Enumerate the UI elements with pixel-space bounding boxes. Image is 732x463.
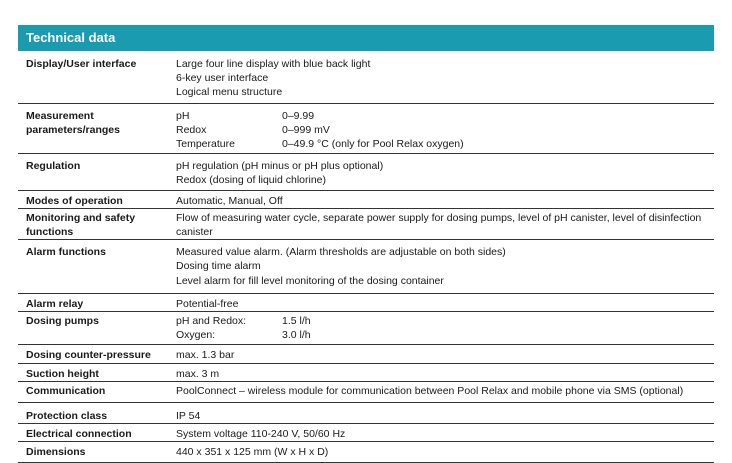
table-row <box>18 208 714 239</box>
pair-value: 1.5 l/h <box>282 315 311 328</box>
value-line: Dosing time alarm <box>176 260 261 273</box>
row-label: Dosing pumps <box>18 312 172 345</box>
row-value <box>172 154 714 190</box>
table-row <box>18 293 714 311</box>
value-line: IP 54 <box>176 410 201 423</box>
table-row <box>18 345 714 363</box>
row-value <box>172 240 714 294</box>
row-value <box>172 190 714 208</box>
row-label: Communication <box>18 381 172 402</box>
value-line: Potential-free <box>176 297 239 310</box>
table-row <box>18 363 714 381</box>
pair-value: 3.0 l/h <box>282 329 311 342</box>
pair-value: 0–9.99 <box>282 109 315 122</box>
table-row <box>18 190 714 208</box>
value-line: Logical menu structure <box>176 86 283 99</box>
row-value <box>172 363 714 381</box>
value-line: Level alarm for fill level monitoring of the dosing container <box>176 274 444 287</box>
row-value <box>172 51 714 103</box>
row-value <box>172 312 714 345</box>
row-label: Dimensions <box>18 442 172 462</box>
value-line: Large four line display with blue back light <box>176 58 371 70</box>
row-value <box>172 103 714 154</box>
row-value <box>172 381 714 402</box>
value-line: 440 x 351 x 125 mm (W x H x D) <box>176 446 329 459</box>
row-value <box>172 293 714 311</box>
value-line: Measured value alarm. (Alarm thresholds are adjustable on both sides) <box>176 246 506 259</box>
row-label: Monitoring and safety functions <box>18 208 172 239</box>
pair-value: 0–49.9 °C (only for Pool Relax oxygen) <box>282 138 464 151</box>
row-label: Dosing counter-pressure <box>18 345 172 363</box>
value-pair <box>176 109 714 123</box>
row-label: Electrical connection <box>18 424 172 442</box>
value-text: Flow of measuring water cycle, separate power supply for dosing pumps, level of pH canister, level of disinfection canister <box>176 211 702 239</box>
table-row <box>18 381 714 402</box>
table-row <box>18 103 714 154</box>
value-pair <box>176 137 714 151</box>
value-pair <box>176 328 714 342</box>
row-value <box>172 345 714 363</box>
row-value <box>172 442 714 462</box>
row-label: Alarm functions <box>18 240 172 294</box>
row-label: Protection class <box>18 403 172 424</box>
pair-key: Redox <box>176 123 207 136</box>
technical-data-sheet <box>18 25 714 463</box>
value-text: PoolConnect – wireless module for communication between Pool Relax and mobile phone via SMS (optional) <box>176 384 684 397</box>
pair-key: pH and Redox: <box>176 315 247 328</box>
value-line: max. 3 m <box>176 367 220 380</box>
row-label: Alarm relay <box>18 293 172 311</box>
pair-value: 0–999 mV <box>282 123 330 136</box>
table-row <box>18 154 714 190</box>
pair-key: Temperature <box>176 138 235 151</box>
row-label: Modes of operation <box>18 190 172 208</box>
row-label: Regulation <box>18 154 172 190</box>
row-label: Display/User interface <box>18 51 172 103</box>
row-label: Suction height <box>18 363 172 381</box>
technical-data-table <box>18 51 714 463</box>
value-line: Automatic, Manual, Off <box>176 194 283 207</box>
value-line: Redox (dosing of liquid chlorine) <box>176 174 326 187</box>
pair-key: pH <box>176 109 190 122</box>
table-row <box>18 312 714 345</box>
table-row <box>18 403 714 424</box>
value-line: max. 1.3 bar <box>176 349 235 362</box>
value-line: 6-key user interface <box>176 72 269 85</box>
table-row <box>18 51 714 103</box>
table-row <box>18 240 714 294</box>
pair-key: Oxygen: <box>176 329 216 342</box>
row-value <box>172 403 714 424</box>
value-line: System voltage 110-240 V, 50/60 Hz <box>176 428 346 441</box>
value-pair <box>176 123 714 137</box>
section-title: Technical data <box>18 25 714 51</box>
row-value <box>172 424 714 442</box>
value-pair <box>176 314 714 328</box>
row-label: Measurement parameters/ranges <box>18 103 172 154</box>
table-row <box>18 424 714 442</box>
table-row <box>18 442 714 462</box>
row-value <box>172 208 714 239</box>
value-line: pH regulation (pH minus or pH plus optional) <box>176 160 384 173</box>
